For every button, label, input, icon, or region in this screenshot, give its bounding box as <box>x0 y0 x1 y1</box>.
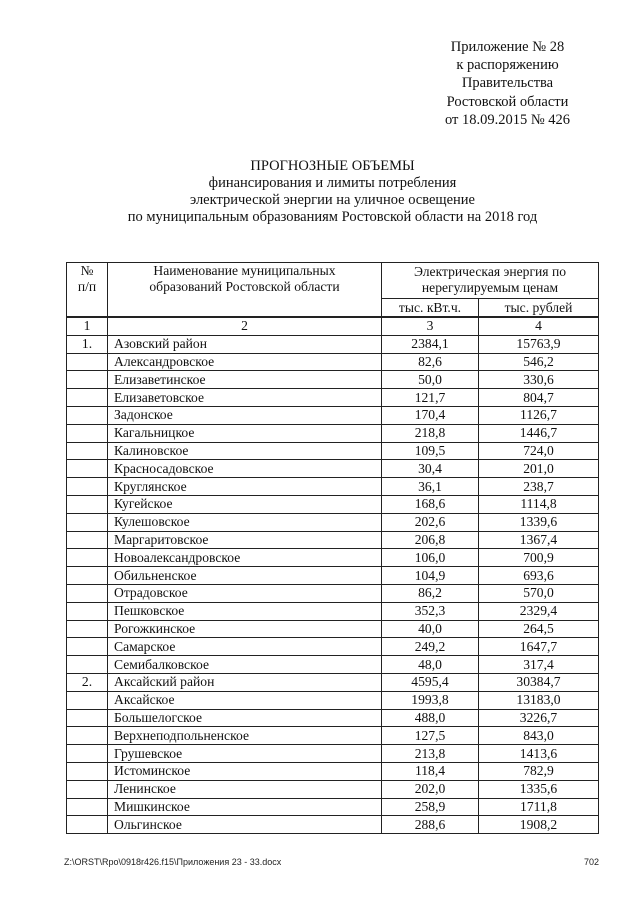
row-num <box>67 424 108 442</box>
row-kwh: 2384,1 <box>382 335 479 353</box>
header-kwh: тыс. кВт.ч. <box>382 299 479 318</box>
row-num <box>67 691 108 709</box>
row-kwh: 106,0 <box>382 549 479 567</box>
table-row <box>67 816 599 834</box>
table-row <box>67 762 599 780</box>
row-kwh: 36,1 <box>382 478 479 496</box>
row-name: Ольгинское <box>108 816 382 834</box>
table-row <box>67 673 599 691</box>
table-index-row <box>67 317 599 335</box>
row-rub: 2329,4 <box>479 602 599 620</box>
table-row <box>67 745 599 763</box>
appendix-line: от 18.09.2015 № 426 <box>444 111 571 128</box>
row-num <box>67 745 108 763</box>
appendix-line: Ростовской области <box>446 93 569 110</box>
row-kwh: 213,8 <box>382 745 479 763</box>
row-name: Елизаветинское <box>108 371 382 389</box>
row-kwh: 104,9 <box>382 567 479 585</box>
row-rub: 1339,6 <box>479 513 599 531</box>
row-name: Мишкинское <box>108 798 382 816</box>
row-kwh: 168,6 <box>382 495 479 513</box>
row-kwh: 170,4 <box>382 406 479 424</box>
table-row <box>67 656 599 674</box>
row-kwh: 4595,4 <box>382 673 479 691</box>
table-row <box>67 513 599 531</box>
table-row <box>67 691 599 709</box>
row-num <box>67 531 108 549</box>
row-kwh: 40,0 <box>382 620 479 638</box>
index-cell: 2 <box>108 317 382 335</box>
row-name: Круглянское <box>108 478 382 496</box>
row-rub: 782,9 <box>479 762 599 780</box>
document-title <box>60 158 605 226</box>
index-cell: 1 <box>67 317 108 335</box>
row-num <box>67 816 108 834</box>
row-rub: 546,2 <box>479 353 599 371</box>
row-name: Верхнеподпольненское <box>108 727 382 745</box>
row-kwh: 121,7 <box>382 389 479 407</box>
row-num <box>67 371 108 389</box>
row-rub: 13183,0 <box>479 691 599 709</box>
row-num <box>67 638 108 656</box>
row-name: Азовский район <box>108 335 382 353</box>
table-header-row <box>67 263 599 299</box>
table-row <box>67 638 599 656</box>
title-line: по муниципальным образованиям Ростовской области на 2018 год <box>127 209 538 225</box>
row-num <box>67 798 108 816</box>
row-num <box>67 460 108 478</box>
table-row <box>67 567 599 585</box>
row-name: Отрадовское <box>108 584 382 602</box>
row-num <box>67 495 108 513</box>
row-name: Самарское <box>108 638 382 656</box>
row-num <box>67 727 108 745</box>
table-row <box>67 727 599 745</box>
table-row <box>67 335 599 353</box>
row-name: Обильненское <box>108 567 382 585</box>
row-kwh: 202,0 <box>382 780 479 798</box>
row-num <box>67 620 108 638</box>
row-kwh: 352,3 <box>382 602 479 620</box>
row-num <box>67 513 108 531</box>
table-row <box>67 442 599 460</box>
row-num <box>67 478 108 496</box>
row-kwh: 288,6 <box>382 816 479 834</box>
table-row <box>67 460 599 478</box>
row-kwh: 202,6 <box>382 513 479 531</box>
row-rub: 700,9 <box>479 549 599 567</box>
table-row <box>67 531 599 549</box>
table-row <box>67 549 599 567</box>
row-kwh: 488,0 <box>382 709 479 727</box>
row-rub: 201,0 <box>479 460 599 478</box>
row-rub: 724,0 <box>479 442 599 460</box>
row-name: Калиновское <box>108 442 382 460</box>
table-row <box>67 602 599 620</box>
header-name: Наименование муниципальных образований Ростовской области <box>108 263 382 318</box>
table-row <box>67 620 599 638</box>
row-kwh: 218,8 <box>382 424 479 442</box>
row-rub: 1114,8 <box>479 495 599 513</box>
row-num <box>67 442 108 460</box>
row-num <box>67 584 108 602</box>
row-name: Кулешовское <box>108 513 382 531</box>
row-rub: 1335,6 <box>479 780 599 798</box>
table-row <box>67 584 599 602</box>
page-footer <box>64 857 599 867</box>
row-kwh: 30,4 <box>382 460 479 478</box>
table-row <box>67 798 599 816</box>
appendix-line: Правительства <box>461 75 554 92</box>
row-name: Семибалковское <box>108 656 382 674</box>
row-rub: 1367,4 <box>479 531 599 549</box>
header-num: № п/п <box>67 263 108 318</box>
row-num <box>67 549 108 567</box>
row-kwh: 86,2 <box>382 584 479 602</box>
row-rub: 1711,8 <box>479 798 599 816</box>
row-num: 1. <box>67 335 108 353</box>
table-row <box>67 780 599 798</box>
row-rub: 1446,7 <box>479 424 599 442</box>
row-kwh: 50,0 <box>382 371 479 389</box>
row-kwh: 127,5 <box>382 727 479 745</box>
index-cell: 3 <box>382 317 479 335</box>
table-row <box>67 495 599 513</box>
row-kwh: 48,0 <box>382 656 479 674</box>
table-row <box>67 353 599 371</box>
row-num <box>67 656 108 674</box>
row-rub: 1647,7 <box>479 638 599 656</box>
row-num <box>67 709 108 727</box>
row-name: Кагальницкое <box>108 424 382 442</box>
table-row <box>67 424 599 442</box>
row-rub: 264,5 <box>479 620 599 638</box>
row-name: Пешковское <box>108 602 382 620</box>
row-kwh: 82,6 <box>382 353 479 371</box>
row-name: Ленинское <box>108 780 382 798</box>
row-rub: 843,0 <box>479 727 599 745</box>
row-name: Рогожкинское <box>108 620 382 638</box>
row-rub: 804,7 <box>479 389 599 407</box>
row-rub: 3226,7 <box>479 709 599 727</box>
row-num: 2. <box>67 673 108 691</box>
row-name: Грушевское <box>108 745 382 763</box>
row-name: Аксайское <box>108 691 382 709</box>
row-name: Истоминское <box>108 762 382 780</box>
file-path: Z:\ORST\Rpo\0918r426.f15\Приложения 23 - 33.docx <box>64 857 282 867</box>
table-row <box>67 406 599 424</box>
row-name: Красносадовское <box>108 460 382 478</box>
appendix-line: Приложение № 28 <box>450 39 565 55</box>
row-num <box>67 353 108 371</box>
appendix-line: к распоряжению <box>456 57 559 74</box>
row-kwh: 118,4 <box>382 762 479 780</box>
row-rub: 570,0 <box>479 584 599 602</box>
row-name: Александровское <box>108 353 382 371</box>
row-num <box>67 780 108 798</box>
row-name: Елизаветовское <box>108 389 382 407</box>
table-row <box>67 709 599 727</box>
row-kwh: 1993,8 <box>382 691 479 709</box>
row-rub: 238,7 <box>479 478 599 496</box>
row-kwh: 258,9 <box>382 798 479 816</box>
row-num <box>67 762 108 780</box>
row-num <box>67 389 108 407</box>
header-rub: тыс. рублей <box>479 299 599 318</box>
index-cell: 4 <box>479 317 599 335</box>
row-rub: 317,4 <box>479 656 599 674</box>
energy-table <box>66 262 599 834</box>
row-name: Маргаритовское <box>108 531 382 549</box>
appendix-block <box>400 38 615 129</box>
row-num <box>67 567 108 585</box>
table-row <box>67 371 599 389</box>
row-kwh: 249,2 <box>382 638 479 656</box>
row-kwh: 206,8 <box>382 531 479 549</box>
row-rub: 330,6 <box>479 371 599 389</box>
row-num <box>67 406 108 424</box>
page-number: 702 <box>583 857 599 867</box>
header-group: Электрическая энергия по нерегулируемым ценам <box>382 263 599 299</box>
row-num <box>67 602 108 620</box>
table-row <box>67 478 599 496</box>
row-name: Новоалександровское <box>108 549 382 567</box>
title-line: электрической энергии на уличное освещение <box>189 192 475 208</box>
row-rub: 1126,7 <box>479 406 599 424</box>
title-line: ПРОГНОЗНЫЕ ОБЪЕМЫ <box>250 158 415 174</box>
row-rub: 30384,7 <box>479 673 599 691</box>
title-line: финансирования и лимиты потребления <box>208 175 457 191</box>
row-rub: 15763,9 <box>479 335 599 353</box>
row-name: Аксайский район <box>108 673 382 691</box>
row-name: Кугейское <box>108 495 382 513</box>
row-rub: 1413,6 <box>479 745 599 763</box>
row-name: Большелогское <box>108 709 382 727</box>
row-rub: 1908,2 <box>479 816 599 834</box>
table-row <box>67 389 599 407</box>
row-kwh: 109,5 <box>382 442 479 460</box>
row-name: Задонское <box>108 406 382 424</box>
row-rub: 693,6 <box>479 567 599 585</box>
